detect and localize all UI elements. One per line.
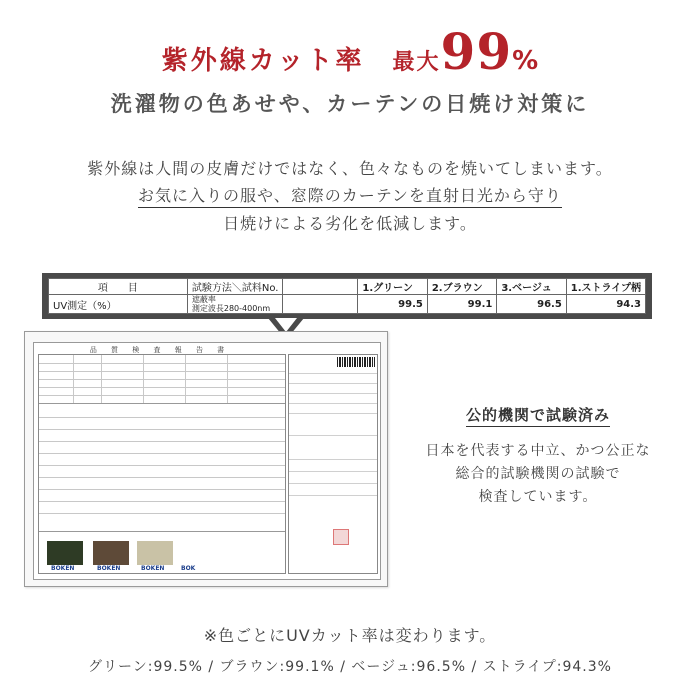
- report-title: 品 質 検 査 報 告 書: [89, 346, 231, 354]
- institution-heading: [448, 404, 628, 425]
- row-method-line-2: 測定波長280-400nm: [191, 304, 271, 313]
- subtitle: 洗濯物の色あせや、カーテンの日焼け対策に: [110, 92, 590, 116]
- report-sheet: [33, 342, 381, 580]
- boken-label: BOKEN: [97, 565, 121, 572]
- grid-line: [289, 403, 377, 404]
- value-stripe: 94.3: [566, 295, 645, 314]
- grid-line: [289, 383, 377, 384]
- grid-line-vertical: [143, 355, 144, 403]
- header-item: 項 目: [49, 279, 188, 295]
- grid-line: [289, 483, 377, 484]
- grid-line: [289, 495, 377, 496]
- max-value: 99: [440, 22, 513, 81]
- header-col-brown: 2.ブラウン: [427, 279, 497, 295]
- table-header-row: [49, 279, 646, 295]
- grid-line: [39, 417, 285, 418]
- grid-line: [39, 465, 285, 466]
- grid-line: [289, 393, 377, 394]
- boken-label: BOKEN: [141, 565, 165, 572]
- swatch-brown: [93, 541, 129, 565]
- grid-line-vertical: [101, 355, 102, 403]
- color-note: ※色ごとにUVカット率は変わります。: [203, 626, 497, 645]
- report-side-panel: [288, 354, 378, 574]
- boken-label: BOK: [181, 565, 196, 572]
- header-col-stripe: 1.ストライプ柄: [566, 279, 645, 295]
- grid-line: [39, 453, 285, 454]
- barcode-icon: [337, 357, 375, 367]
- row-label: UV測定（%）: [49, 295, 188, 314]
- description-line-2: [0, 183, 700, 206]
- grid-line: [39, 387, 285, 388]
- grid-line: [39, 477, 285, 478]
- description-line-1: 紫外線は人間の皮膚だけではなく、色々なものを焼いてしまいます。: [87, 159, 613, 178]
- value-beige: 96.5: [497, 295, 566, 314]
- grid-line: [289, 413, 377, 414]
- institution-line-3: 検査しています。: [478, 489, 598, 505]
- uv-result-table: [48, 278, 646, 314]
- grid-line: [39, 379, 285, 380]
- grid-line: [289, 435, 377, 436]
- grid-line: [289, 373, 377, 374]
- grid-line: [39, 441, 285, 442]
- grid-line: [39, 513, 285, 514]
- header-method: 試験方法＼試料No.: [187, 279, 283, 295]
- seal-stamp-icon: [333, 529, 349, 545]
- grid-line-vertical: [73, 355, 74, 403]
- grid-line: [39, 429, 285, 430]
- description-line-3: 日焼けによる劣化を低減します。: [223, 214, 477, 233]
- report-main-table: [38, 354, 286, 574]
- grid-line-vertical: [185, 355, 186, 403]
- max-label: 最大: [392, 50, 441, 75]
- grid-line: [39, 395, 285, 396]
- row-method-line-1: 遮蔽率: [191, 295, 216, 304]
- grid-line: [39, 403, 285, 404]
- grid-line-vertical: [227, 355, 228, 403]
- uv-cut-rate-title: 紫外線カット率: [161, 46, 365, 76]
- grid-line: [39, 501, 285, 502]
- callout-pointer-inner: [275, 318, 297, 332]
- headline: [0, 22, 700, 81]
- grid-line: [39, 371, 285, 372]
- value-green: 99.5: [358, 295, 427, 314]
- institution-line-1: 日本を代表する中立、かつ公正な: [425, 443, 651, 459]
- grid-line: [289, 459, 377, 460]
- grid-line: [289, 471, 377, 472]
- swatch-beige: [137, 541, 173, 565]
- row-blank: [283, 295, 358, 314]
- grid-line: [39, 363, 285, 364]
- swatch-green: [47, 541, 83, 565]
- max-unit: %: [512, 46, 539, 76]
- table-row: [49, 295, 646, 314]
- color-rates: グリーン:99.5% / ブラウン:99.1% / ベージュ:96.5% / ストライプ:94.3%: [88, 659, 612, 675]
- institution-heading-text: 公的機関で試験済み: [466, 406, 610, 427]
- boken-label: BOKEN: [51, 565, 75, 572]
- quality-report-image: [24, 331, 388, 587]
- value-brown: 99.1: [427, 295, 497, 314]
- institution-line-2: 総合的試験機関の試験で: [455, 466, 621, 482]
- grid-line: [39, 489, 285, 490]
- header-col-green: 1.グリーン: [358, 279, 427, 295]
- description-line-2-text: お気に入りの服や、窓際のカーテンを直射日光から守り: [138, 186, 562, 208]
- row-method: [187, 295, 283, 314]
- header-col-beige: 3.ベージュ: [497, 279, 566, 295]
- grid-line: [39, 531, 285, 532]
- header-blank: [283, 279, 358, 295]
